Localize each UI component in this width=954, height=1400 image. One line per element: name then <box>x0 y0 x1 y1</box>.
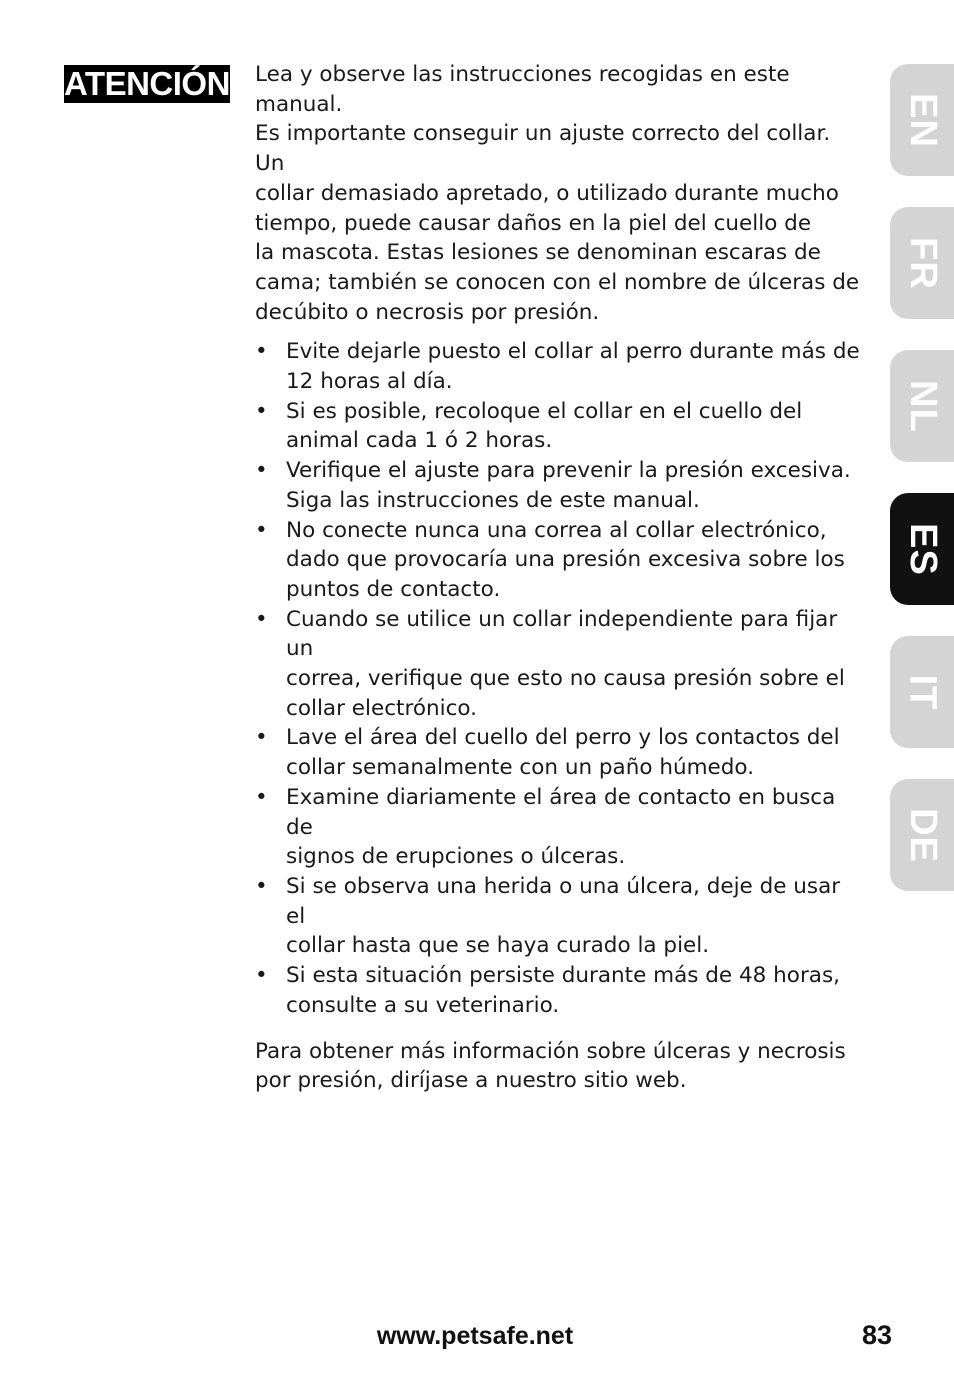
list-item-line: Evite dejarle puesto el collar al perro durante más de <box>286 339 860 365</box>
closing-paragraph <box>255 1037 860 1096</box>
bullet-icon: • <box>255 458 268 484</box>
language-tab-es[interactable] <box>890 493 954 605</box>
list-item-line: collar semanalmente con un paño húmedo. <box>286 755 755 781</box>
list-item <box>255 723 860 782</box>
list-item <box>255 783 860 872</box>
list-item-line: dado que provocaría una presión excesiva sobre los <box>286 547 845 573</box>
bullet-icon: • <box>255 963 268 989</box>
bullet-icon: • <box>255 398 268 424</box>
language-tab-label: DE <box>901 807 944 863</box>
list-item-line: Siga las instrucciones de este manual. <box>286 487 700 513</box>
closing-line: por presión, diríjase a nuestro sitio web. <box>255 1068 687 1094</box>
list-item-line: puntos de contacto. <box>286 576 501 602</box>
bullet-icon: • <box>255 517 268 543</box>
list-item-line: signos de erupciones o úlceras. <box>286 844 626 870</box>
bullet-icon: • <box>255 339 268 365</box>
list-item-line: Cuando se utilice un collar independiente para fijar un <box>286 606 838 662</box>
list-item-line: Verifique el ajuste para prevenir la presión excesiva. <box>286 458 851 484</box>
intro-line: decúbito o necrosis por presión. <box>255 299 600 325</box>
list-item-line: Examine diariamente el área de contacto en busca de <box>286 784 836 840</box>
intro-line: Es importante conseguir un ajuste correcto del collar. Un <box>255 121 831 177</box>
bullet-icon: • <box>255 873 268 899</box>
language-tab-label: IT <box>901 674 944 710</box>
bullet-icon: • <box>255 606 268 632</box>
language-tab-label: NL <box>901 379 944 433</box>
footer-url: www.petsafe.net <box>376 1322 574 1350</box>
list-item-line: consulte a su veterinario. <box>286 992 560 1018</box>
language-tab-it[interactable] <box>890 636 954 748</box>
list-item-line: Si es posible, recoloque el collar en el cuello del <box>286 398 803 424</box>
bullet-icon: • <box>255 784 268 810</box>
precaution-list <box>255 337 860 1020</box>
closing-line: Para obtener más información sobre úlceras y necrosis <box>255 1038 846 1064</box>
language-tab-label: FR <box>901 236 944 290</box>
intro-line: tiempo, puede causar daños en la piel del cuello de <box>255 210 812 236</box>
list-item <box>255 961 860 1020</box>
language-tab-label: EN <box>901 92 944 148</box>
intro-line: Lea y observe las instrucciones recogidas en este manual. <box>255 62 790 117</box>
language-tab-label: ES <box>901 522 944 576</box>
intro-line: cama; también se conocen con el nombre de úlceras de <box>255 269 860 295</box>
list-item-line: Lave el área del cuello del perro y los contactos del <box>286 725 840 751</box>
intro-line: la mascota. Estas lesiones se denominan escaras de <box>255 240 821 266</box>
list-item-line: correa, verifique que esto no causa presión sobre el <box>286 666 845 692</box>
warning-heading-badge: ATENCIÓN <box>64 65 230 102</box>
list-item <box>255 605 860 724</box>
list-item-line: collar hasta que se haya curado la piel. <box>286 933 710 959</box>
list-item <box>255 397 860 456</box>
intro-paragraph <box>255 60 860 327</box>
language-tab-en[interactable] <box>890 64 954 176</box>
list-item-line: No conecte nunca una correa al collar electrónico, <box>286 517 827 543</box>
list-item-line: collar electrónico. <box>286 695 478 721</box>
warning-content <box>255 60 860 1096</box>
list-item <box>255 516 860 605</box>
intro-line: collar demasiado apretado, o utilizado durante mucho <box>255 180 839 206</box>
bullet-icon: • <box>255 725 268 751</box>
page-number: 83 <box>861 1320 892 1350</box>
list-item <box>255 872 860 961</box>
list-item-line: animal cada 1 ó 2 horas. <box>286 428 553 454</box>
list-item-line: Si se observa una herida o una úlcera, deje de usar el <box>286 873 841 929</box>
list-item-line: 12 horas al día. <box>286 369 453 395</box>
list-item <box>255 456 860 515</box>
language-tab-nl[interactable] <box>890 350 954 462</box>
language-tab-fr[interactable] <box>890 207 954 319</box>
language-tab-de[interactable] <box>890 779 954 891</box>
list-item-line: Si esta situación persiste durante más de 48 horas, <box>286 963 841 989</box>
list-item <box>255 337 860 396</box>
